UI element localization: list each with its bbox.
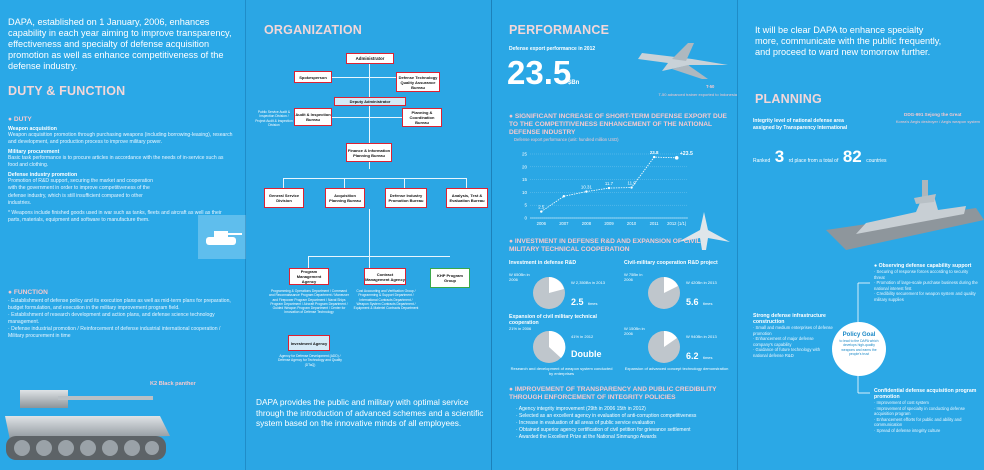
org-connector bbox=[308, 256, 309, 268]
duty-item-body: Weapon acquisition promotion through purchasing weapons (including borrowing-leasing), research and development, and production process to improve military power. bbox=[8, 132, 233, 146]
pie-chart bbox=[531, 329, 567, 365]
confidential-item: · Improvement of cost system bbox=[874, 400, 929, 405]
duty-item-head: Military procurement bbox=[8, 149, 60, 156]
data-point bbox=[675, 156, 679, 160]
confidential-item: · Enhancement efforts for public and ability and communication bbox=[874, 416, 962, 428]
integrity-list bbox=[516, 406, 731, 441]
integrity-item: · Obtained superior agency certification of civil petition for grievance settlement bbox=[516, 427, 691, 433]
org-box-dtqa: Defense Technology Quality Assurance Bureau bbox=[396, 72, 440, 92]
org-box-planning: Planning & Coordination Bureau bbox=[402, 108, 442, 127]
data-point bbox=[630, 186, 632, 188]
section-integrity-title-text: IMPROVEMENT OF TRANSPARENCY AND PUBLIC CREDIBILITY THROUGH ENFORCEMENT OF INTEGRITY POLICIES bbox=[509, 386, 717, 401]
pie-value: 2.5 bbox=[571, 297, 584, 307]
policy-goal-body: to lead to the DAPA which develops high-quality weapons and earns the people's trust bbox=[839, 339, 879, 357]
infra-block bbox=[753, 313, 833, 359]
jet-icon bbox=[632, 35, 736, 85]
org-box-general: General Service Division bbox=[264, 188, 304, 208]
pie-unit: times bbox=[587, 301, 598, 306]
x-tick-label: 2006 bbox=[536, 221, 546, 226]
rank-suffix: rd place from a total of bbox=[788, 158, 839, 164]
policy-goal-title: Policy Goal bbox=[842, 332, 876, 338]
org-footer-text: DAPA provides the public and military with optimal service through the introduction of advanced schemes and a scientific system based on the innovative minds of all employees. bbox=[256, 397, 484, 428]
pie-unit: times bbox=[702, 355, 713, 360]
pie-civil-cooperation bbox=[509, 314, 619, 384]
org-box-spokesperson: Spokesperson bbox=[294, 71, 332, 83]
organization-title: ORGANIZATION bbox=[264, 23, 362, 37]
function-list bbox=[8, 298, 234, 341]
pie-left-label: 21% in 2006 bbox=[509, 326, 532, 331]
panel-organization bbox=[246, 0, 492, 470]
data-label: +23.5 bbox=[679, 150, 693, 157]
data-point bbox=[653, 156, 655, 158]
data-point bbox=[608, 187, 610, 189]
observe-heading-text: Observing defense capability support bbox=[878, 263, 972, 269]
org-connector bbox=[283, 178, 466, 179]
function-subtitle: ● FUNCTION bbox=[8, 289, 48, 296]
y-tick-label: 10 bbox=[521, 189, 527, 195]
jet-caption: T-50 bbox=[706, 84, 715, 89]
observe-heading: ● Observing defense capability support bbox=[874, 263, 972, 269]
pie-value-wrap bbox=[686, 346, 713, 364]
section-rnd-title-text: INVESTMENT IN DEFENSE R&D AND EXPANSION OF CIVIL MILITARY TECHNICAL COOPERATION bbox=[509, 238, 701, 253]
pie-right-label: 41% in 2012 bbox=[571, 334, 594, 339]
org-connector bbox=[308, 256, 450, 257]
rank-line bbox=[753, 147, 886, 167]
pie-right-label: W 2,350Bn in 2013 bbox=[571, 280, 606, 285]
pie-left-label: W 150Bn in 2006 bbox=[624, 326, 645, 336]
panel-duty bbox=[0, 0, 246, 470]
x-tick-label: 2009 bbox=[604, 221, 614, 226]
org-box-finance: Finance & Information Planning Bureau bbox=[346, 143, 392, 162]
pie-caption: Research and development of weapon system conducted by enterprises bbox=[510, 366, 613, 376]
observe-item: · Securing of response forces according to security threat bbox=[874, 269, 969, 280]
pie-left-label: W 75Bn in 2006 bbox=[624, 272, 643, 282]
panel-planning bbox=[738, 0, 984, 470]
pie-right-label: W 420Bn in 2013 bbox=[686, 280, 717, 285]
data-label: 10.31 bbox=[580, 184, 592, 190]
section-rnd-title: ● INVESTMENT IN DEFENSE R&D AND EXPANSION OF CIVIL MILITARY TECHNICAL COOPERATION bbox=[509, 238, 701, 253]
contract-note: Cost Accounting and Verification Group / Programming & Support Department / International Contracts Department / Weapon System Contracts Department / Equipment & Materiel Contracts Department bbox=[353, 289, 419, 311]
pie-title: Investment in defense R&D bbox=[509, 260, 577, 266]
pie-title: Civil-military cooperation R&D project bbox=[624, 260, 718, 266]
confidential-heading: Confidential defense acquisition program promotion bbox=[874, 388, 977, 400]
org-connector bbox=[466, 178, 467, 188]
tank-caption: K2 Black panther bbox=[150, 381, 196, 387]
y-tick-label: 25 bbox=[521, 151, 527, 157]
pie-chart bbox=[531, 275, 567, 311]
data-label: 23.8 bbox=[649, 150, 659, 156]
integrity-item: · Awarded the Excellent Prize at the National Sinmungo Awards bbox=[516, 434, 657, 440]
pie-right-label: W 940Bn in 2013 bbox=[686, 334, 717, 339]
section-export-title: ● SIGNIFICANT INCREASE OF SHORT-TERM DEFENSE EXPORT DUE TO THE COMPETITIVENESS ENHANCEMENT OF THE NATIONAL DEFENSE INDUSTRY bbox=[509, 113, 727, 136]
tank-photo bbox=[0, 370, 246, 470]
integrity-item: · Selected as an excellent agency in evaluation of anti-corruption competitiveness bbox=[516, 413, 697, 419]
tank-icon bbox=[198, 215, 246, 259]
function-item: · Establishment of research development and action plans, and defense science technology management. bbox=[8, 312, 215, 326]
intro-text: DAPA, established on 1 January, 2006, enhances capability in each year aiming to improve transparency, effectiveness and specialty of defense acquisition promotion as well as enhance competitiveness of the defense industry. bbox=[8, 17, 232, 71]
duty-subtitle: ● DUTY bbox=[8, 116, 32, 123]
data-label: 11.9 bbox=[627, 180, 636, 186]
confidential-block bbox=[874, 388, 980, 434]
org-box-administrator: Administrator bbox=[346, 53, 394, 64]
duty-note: * Weapons include finished goods used in war such as tanks, fleets and aircraft as well as their parts, materials, equipment and software to manufacture them. bbox=[8, 209, 222, 223]
pie-value: 6.2 bbox=[686, 351, 699, 361]
org-box-analysis: Analysis, Test & Evaluation Bureau bbox=[446, 188, 488, 208]
panel-performance bbox=[492, 0, 738, 470]
y-tick-label: 5 bbox=[524, 202, 527, 208]
jet-note: T-50 advanced trainer exported to Indonesia bbox=[658, 92, 737, 97]
duty-item-body: Basic task performance is to procure articles in accordance with the needs of in-service such as food and clothing. bbox=[8, 155, 224, 169]
org-box-investment: Investment Agency bbox=[288, 335, 330, 351]
pie-value-wrap bbox=[571, 292, 598, 310]
pie-chart bbox=[646, 275, 682, 311]
performance-title: PERFORMANCE bbox=[509, 23, 610, 37]
duty-item-head: Weapon acquisition bbox=[8, 126, 57, 132]
planning-title: PLANNING bbox=[755, 92, 822, 106]
pie-rnd-investment bbox=[509, 260, 619, 316]
ship-caption: DDG-991 Sejong the Great bbox=[904, 112, 962, 117]
integrity-item: · Agency integrity improvement (29th in 2006 15th in 2012) bbox=[516, 406, 646, 412]
function-subtitle-text: FUNCTION bbox=[13, 289, 48, 296]
pie-value-wrap bbox=[686, 292, 713, 310]
duty-item-body: Promotion of R&D support, securing the market and cooperation with the government in order to improve competitiveness of the defense industry, which is still insufficient compared to other industries. bbox=[8, 178, 153, 206]
duty-function-title: DUTY & FUNCTION bbox=[8, 84, 126, 98]
pie-value: 5.6 bbox=[686, 297, 699, 307]
org-connector bbox=[283, 178, 284, 188]
duty-subtitle-text: DUTY bbox=[13, 116, 32, 123]
pie-value: Double bbox=[571, 349, 602, 359]
y-tick-label: 0 bbox=[524, 215, 527, 221]
x-tick-label: 2011 bbox=[649, 221, 659, 226]
org-connector bbox=[404, 178, 405, 188]
function-item: · Defense industrial promotion / Reinforcement of defense industrial international cooperation / Military procurement in time bbox=[8, 326, 221, 340]
export-label: Defense export performance in 2012 bbox=[509, 46, 596, 52]
observe-item: · Credibility securement for weapon system and quality military supplies bbox=[874, 291, 976, 302]
destroyer-photo bbox=[826, 168, 984, 258]
org-box-program: Program Management Agency bbox=[289, 268, 329, 285]
pie-unit: times bbox=[702, 301, 713, 306]
pie-left-label: W 650Bn in 2006 bbox=[509, 272, 530, 282]
org-box-deputy: Deputy Administrator bbox=[334, 97, 406, 106]
org-box-contract: Contract Management Agency bbox=[364, 268, 406, 285]
infra-heading: Strong defense infrastructure construction bbox=[753, 313, 826, 325]
x-tick-label: 2008 bbox=[581, 221, 592, 226]
x-tick-label: 2007 bbox=[559, 221, 569, 226]
policy-goal-circle bbox=[832, 322, 886, 376]
ranked-label: Ranked bbox=[753, 158, 771, 164]
org-box-audit: Audit & Inspection Bureau bbox=[294, 108, 332, 126]
confidential-item: · Spread of defense integrity culture bbox=[874, 427, 941, 433]
org-box-khp: KHP Program Group bbox=[430, 268, 470, 288]
y-tick-label: 20 bbox=[521, 164, 527, 170]
data-label: 2.5 bbox=[538, 204, 545, 210]
confidential-item: · Improvement of specialty in conducting defense acquisition program bbox=[874, 405, 966, 417]
y-tick-label: 15 bbox=[521, 177, 527, 183]
org-box-industry: Defense Industry Promotion Bureau bbox=[385, 188, 427, 208]
org-box-acquisition: Acquisition Planning Bureau bbox=[325, 188, 365, 208]
data-point bbox=[585, 190, 587, 192]
infra-item: · Small and medium enterprises of defense promotion bbox=[753, 325, 833, 336]
invest-note: Agency for Defense Development (ADD) / Defense Agency for Technology and Quality (DTaQ) bbox=[278, 354, 342, 367]
pie-civil-project bbox=[624, 260, 734, 316]
observe-item: · Promotion of large-scale purchase business during the national interest first bbox=[874, 280, 978, 291]
big-export-unit: $Bn bbox=[568, 80, 580, 86]
total-number: 82 bbox=[842, 147, 862, 166]
integrity-item: · Increase in evaluation of all areas of public service evaluation bbox=[516, 420, 655, 426]
data-label: 11.7 bbox=[604, 181, 614, 187]
program-note: Programming & Operations Department / Command and Reconnaissance Program Department / Maneuver and Firepower Program Department / Naval Ships Program Department / Aircraft Program Department / Guided Weapon Program Department / Center for Innovation of Defense Technology bbox=[269, 289, 349, 315]
org-connector bbox=[369, 209, 370, 269]
audit-note: Public Service Audit & Inspection Division / Project Audit & Inspection Division bbox=[255, 110, 293, 127]
infra-item: · Enhancement of major defense company's capability bbox=[753, 336, 814, 347]
big-export-value: 23.5 bbox=[507, 54, 572, 91]
duty-item-head: Defense industry promotion bbox=[8, 172, 78, 179]
x-tick-label: 2012 (1/1) bbox=[667, 221, 687, 226]
pie-caption: Expansion of advanced concept technology demonstration bbox=[624, 366, 729, 371]
section-export-subtitle: Defense export performance (unit: hundred million USD) bbox=[514, 137, 619, 142]
data-point bbox=[563, 195, 565, 197]
pie-value-wrap bbox=[571, 344, 602, 362]
rank-number: 3 bbox=[774, 147, 785, 166]
org-connector bbox=[329, 117, 413, 118]
total-suffix: countries bbox=[866, 158, 887, 164]
section-integrity-title: ● IMPROVEMENT OF TRANSPARENCY AND PUBLIC CREDIBILITY THROUGH ENFORCEMENT OF INTEGRITY POLICIES bbox=[509, 386, 717, 401]
pie-chart bbox=[646, 329, 682, 365]
observe-block bbox=[874, 263, 980, 303]
ship-note: Korea's Aegis destroyer / Aegis weapon system bbox=[895, 119, 980, 124]
infra-item: · Guidance of future technology with national defense R&D bbox=[753, 347, 821, 358]
pie-title: Expansion of civil military technical cooperation bbox=[509, 314, 597, 326]
planning-intro: It will be clear DAPA to enhance specialty more, communicate with the public frequently, and proceed to ward new tomorrow further. bbox=[755, 25, 942, 57]
duty-list bbox=[8, 126, 234, 224]
pie-concept-tech bbox=[624, 314, 734, 384]
section-export-title-text: SIGNIFICANT INCREASE OF SHORT-TERM DEFENSE EXPORT DUE TO THE COMPETITIVENESS ENHANCEMENT OF THE NATIONAL DEFENSE INDUSTRY bbox=[509, 113, 727, 136]
data-point bbox=[540, 210, 542, 212]
function-item: · Establishment of defense policy and its execution plans as well as mid-term plans for preparation, budget formulation, and execution in the military improvement program field. bbox=[8, 298, 231, 312]
integrity-heading: Integrity level of national defense area assigned by Transparency International bbox=[753, 118, 848, 131]
x-tick-label: 2010 bbox=[626, 221, 637, 226]
org-connector bbox=[344, 178, 345, 188]
